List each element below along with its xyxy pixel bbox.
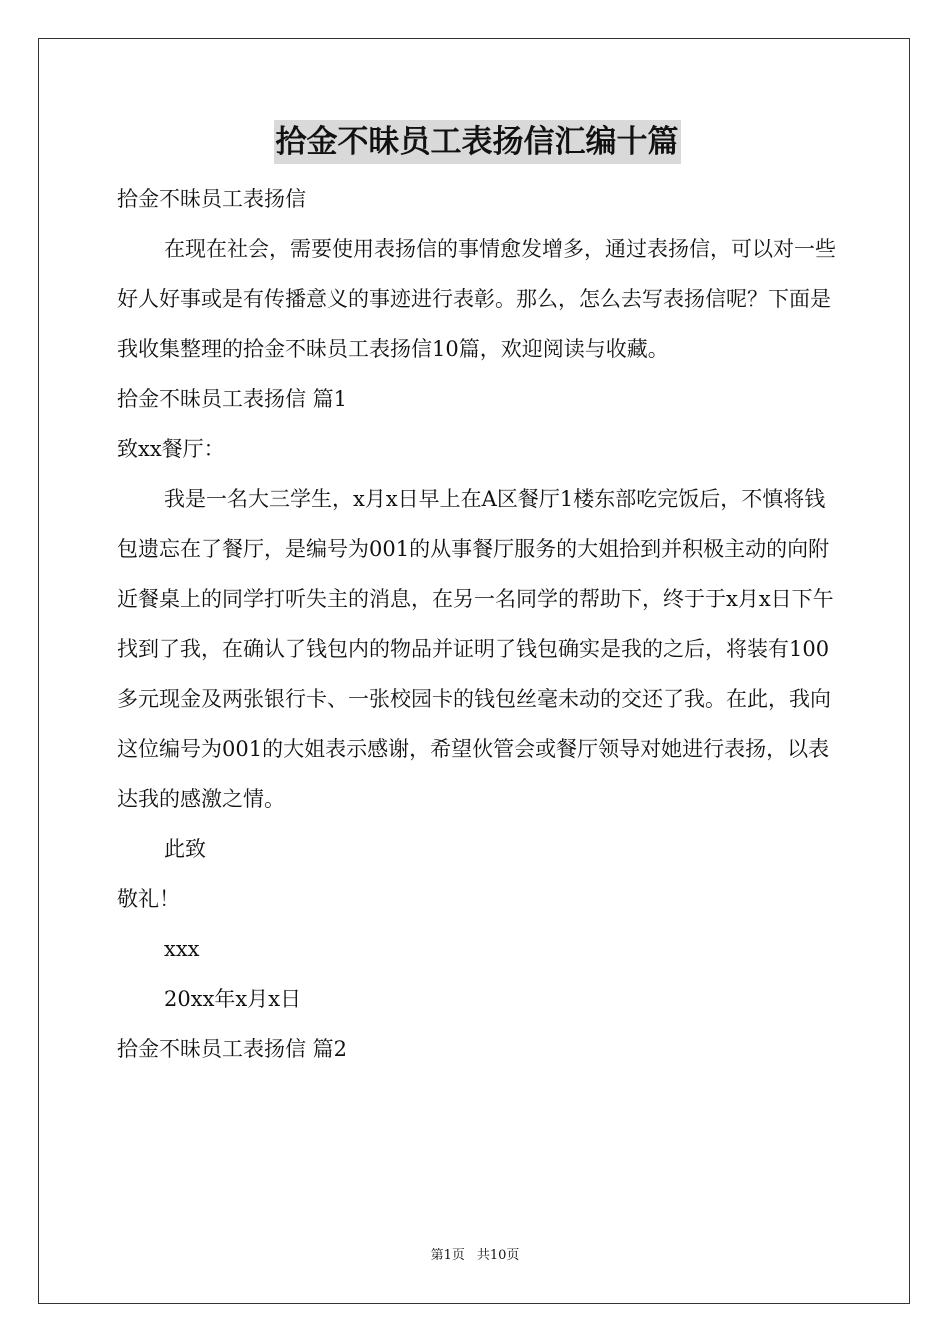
page-number: 第1页 xyxy=(430,1248,465,1263)
signature: xxx xyxy=(164,937,200,961)
section-heading-2: 拾金不昧员工表扬信 篇2 xyxy=(117,1037,348,1061)
document-body xyxy=(117,120,837,1074)
closing-line-2: 敬礼！ xyxy=(117,887,180,911)
closing-line-1: 此致 xyxy=(164,837,206,861)
letter-date: 20xx年x月x日 xyxy=(164,987,302,1011)
page-total: 共10页 xyxy=(476,1248,520,1263)
page-footer xyxy=(0,1244,950,1263)
salutation: 致xx餐厅： xyxy=(117,437,225,461)
document-title: 拾金不昧员工表扬信汇编十篇 xyxy=(274,120,681,164)
subtitle: 拾金不昧员工表扬信 xyxy=(117,187,306,211)
letter-body: 我是一名大三学生，x月x日早上在A区餐厅1楼东部吃完饭后，不慎将钱包遗忘在了餐厅，是编号为001的从事餐厅服务的大姐拾到并积极主动的向附近餐桌上的同学打听失主的消息，在另一名同学的帮助下，终于于x月x日下午找到了我，在确认了钱包内的物品并证明了钱包确实是我的之后，将装有100多元现金及两张银行卡、一张校园卡的钱包丝毫未动的交还了我。在此，我向这位编号为001的大姐表示感谢，希望伙管会或餐厅领导对她进行表扬，以表达我的感激之情。 xyxy=(117,487,834,811)
intro-paragraph: 在现在社会，需要使用表扬信的事情愈发增多，通过表扬信，可以对一些好人好事或是有传播意义的事迹进行表彰。那么，怎么去写表扬信呢？下面是我收集整理的拾金不昧员工表扬信10篇，欢迎阅读与收藏。 xyxy=(117,237,836,361)
section-heading-1: 拾金不昧员工表扬信 篇1 xyxy=(117,387,348,411)
